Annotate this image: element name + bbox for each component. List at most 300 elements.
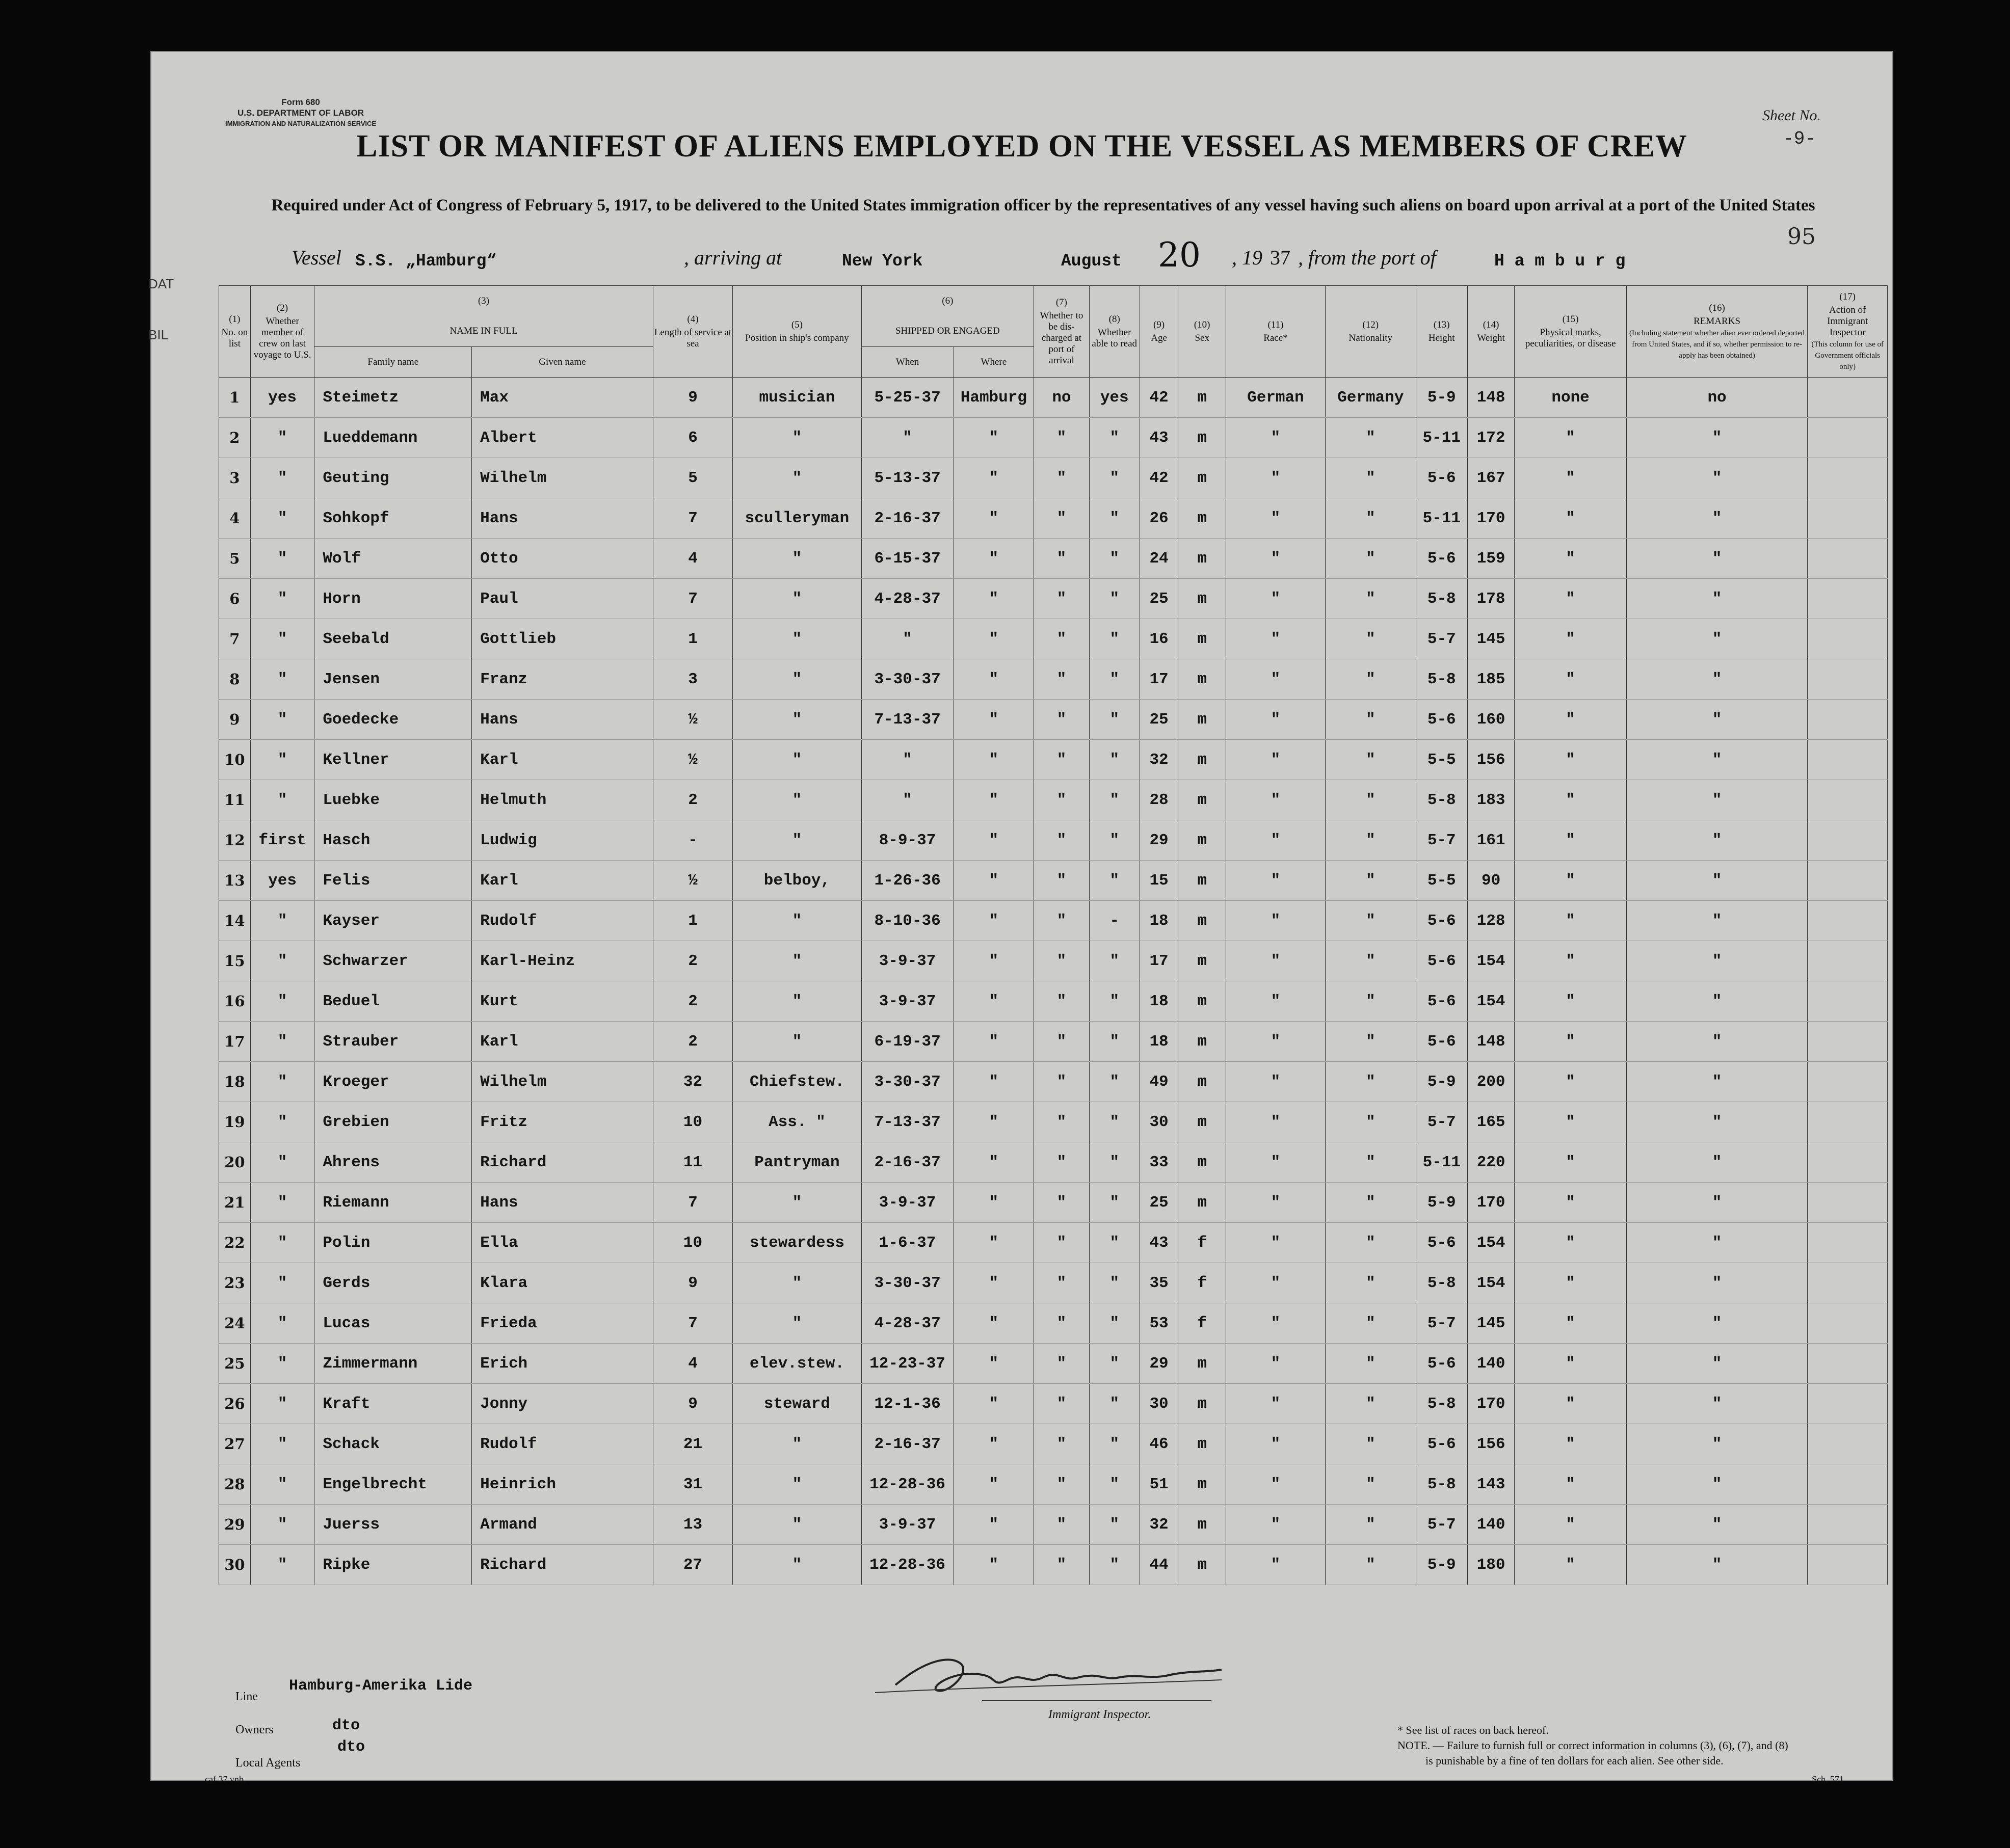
cell-inspector-action [1808,941,1888,981]
cell-shipped-when: " [861,740,954,780]
cell-row-no: 14 [219,901,251,941]
cell-shipped-where: " [954,1344,1034,1384]
cell-weight: 156 [1467,740,1515,780]
cell-able-to-read: " [1089,1384,1140,1424]
cell-age: 30 [1140,1102,1178,1142]
table-row [219,619,1888,659]
cell-race: " [1226,1545,1326,1585]
cell-able-to-read: " [1089,1424,1140,1464]
cell-able-to-read: " [1089,1183,1140,1223]
col-header-sex: (10) Sex [1178,286,1226,378]
cell-nationality: " [1325,780,1416,820]
cell-height: 5-8 [1416,579,1467,619]
cell-last-voyage: " [250,1022,314,1062]
cell-position: " [733,659,861,700]
cell-weight: 185 [1467,659,1515,700]
cell-family-name: Gerds [314,1263,472,1303]
cell-position: stewardess [733,1223,861,1263]
cell-position: " [733,941,861,981]
cell-sex: m [1178,740,1226,780]
cell-given-name: Ella [472,1223,653,1263]
cell-length-service: 7 [653,1183,733,1223]
cell-given-name: Rudolf [472,901,653,941]
cell-position: " [733,619,861,659]
inspector-signature [865,1649,1232,1700]
cell-length-service: 9 [653,378,733,418]
cell-height: 5-6 [1416,1344,1467,1384]
cell-length-service: 5 [653,458,733,498]
cell-physical-marks: " [1515,418,1626,458]
cell-height: 5-5 [1416,861,1467,901]
cell-height: 5-9 [1416,1183,1467,1223]
col-header-where: Where [954,347,1034,378]
cell-weight: 154 [1467,981,1515,1022]
cell-family-name: Horn [314,579,472,619]
cell-race: " [1226,780,1326,820]
cell-length-service: 7 [653,498,733,539]
cell-physical-marks: " [1515,1263,1626,1303]
table-row [219,780,1888,820]
cell-family-name: Kellner [314,740,472,780]
cell-nationality: " [1325,579,1416,619]
cell-sex: m [1178,1424,1226,1464]
cell-family-name: Riemann [314,1183,472,1223]
cell-sex: m [1178,1142,1226,1183]
cell-family-name: Engelbrecht [314,1464,472,1505]
cell-physical-marks: " [1515,458,1626,498]
form-code: caf 37 vnb. [205,1774,246,1784]
cell-shipped-when: 5-25-37 [861,378,954,418]
cell-given-name: Richard [472,1142,653,1183]
cell-last-voyage: " [250,659,314,700]
cell-shipped-when: " [861,780,954,820]
table-row [219,539,1888,579]
cell-given-name: Helmuth [472,780,653,820]
department-name: U.S. DEPARTMENT OF LABOR [237,108,364,118]
cell-race: " [1226,1344,1326,1384]
cell-given-name: Heinrich [472,1464,653,1505]
cell-row-no: 16 [219,981,251,1022]
cell-age: 42 [1140,378,1178,418]
cell-weight: 161 [1467,820,1515,861]
cell-sex: m [1178,458,1226,498]
cell-physical-marks: " [1515,1424,1626,1464]
cell-inspector-action [1808,1263,1888,1303]
cell-nationality: " [1325,1464,1416,1505]
cell-race: " [1226,981,1326,1022]
cell-discharged: " [1034,1424,1090,1464]
cell-row-no: 5 [219,539,251,579]
cell-length-service: 2 [653,941,733,981]
cell-nationality: " [1325,1263,1416,1303]
cell-family-name: Zimmermann [314,1344,472,1384]
cell-remarks: " [1626,1505,1808,1545]
cell-position: " [733,579,861,619]
cell-physical-marks: " [1515,1344,1626,1384]
cell-age: 18 [1140,1022,1178,1062]
cell-race: " [1226,1303,1326,1344]
cell-given-name: Franz [472,659,653,700]
col-header-physical-marks: (15) Physical marks, peculiarities, or disease [1515,286,1626,378]
cell-nationality: " [1325,1384,1416,1424]
table-row [219,1464,1888,1505]
cell-shipped-where: " [954,659,1034,700]
cell-weight: 128 [1467,901,1515,941]
cell-row-no: 1 [219,378,251,418]
col-header-position: (5) Position in ship's company [733,286,861,378]
cell-race: " [1226,1263,1326,1303]
cell-able-to-read: " [1089,539,1140,579]
cell-shipped-where: " [954,1022,1034,1062]
cell-last-voyage: " [250,1102,314,1142]
cell-height: 5-7 [1416,1102,1467,1142]
cell-able-to-read: " [1089,579,1140,619]
cell-race: " [1226,901,1326,941]
cell-weight: 148 [1467,378,1515,418]
table-row [219,861,1888,901]
arrival-year: 37 [1270,246,1290,269]
races-note: * See list of races on back hereof. [1397,1724,1549,1736]
cell-able-to-read: " [1089,619,1140,659]
cell-row-no: 20 [219,1142,251,1183]
cell-shipped-when: 6-19-37 [861,1022,954,1062]
col-header-shipped-num: (6) [861,286,1034,316]
cell-discharged: " [1034,1022,1090,1062]
cell-position: " [733,1424,861,1464]
cell-row-no: 8 [219,659,251,700]
cell-able-to-read: " [1089,659,1140,700]
cell-sex: m [1178,1545,1226,1585]
cell-position: " [733,1303,861,1344]
cell-remarks: " [1626,1464,1808,1505]
cell-remarks: " [1626,861,1808,901]
cell-height: 5-6 [1416,941,1467,981]
cell-last-voyage: " [250,1344,314,1384]
cell-able-to-read: " [1089,1022,1140,1062]
cell-row-no: 18 [219,1062,251,1102]
cell-position: " [733,1545,861,1585]
cell-physical-marks: " [1515,1464,1626,1505]
cell-race: " [1226,418,1326,458]
cell-age: 49 [1140,1062,1178,1102]
cell-discharged: " [1034,1263,1090,1303]
cell-family-name: Schwarzer [314,941,472,981]
cell-weight: 172 [1467,418,1515,458]
table-row [219,1545,1888,1585]
cell-nationality: " [1325,1505,1416,1545]
cell-given-name: Hans [472,1183,653,1223]
cell-length-service: 7 [653,1303,733,1344]
cell-height: 5-7 [1416,619,1467,659]
cell-remarks: " [1626,700,1808,740]
cell-height: 5-6 [1416,1223,1467,1263]
cell-family-name: Ahrens [314,1142,472,1183]
cell-height: 5-6 [1416,1424,1467,1464]
cell-remarks: " [1626,1022,1808,1062]
cell-row-no: 30 [219,1545,251,1585]
cell-sex: f [1178,1263,1226,1303]
table-row [219,1183,1888,1223]
table-row [219,1223,1888,1263]
cell-shipped-where: " [954,619,1034,659]
cell-nationality: " [1325,740,1416,780]
cell-shipped-when: 3-9-37 [861,1183,954,1223]
cell-last-voyage: " [250,498,314,539]
cell-able-to-read: " [1089,941,1140,981]
cell-given-name: Klara [472,1263,653,1303]
cell-age: 25 [1140,1183,1178,1223]
cell-age: 44 [1140,1545,1178,1585]
cell-last-voyage: " [250,458,314,498]
col-header-age: (9) Age [1140,286,1178,378]
cell-position: " [733,1263,861,1303]
cell-discharged: " [1034,1102,1090,1142]
cell-physical-marks: " [1515,901,1626,941]
cell-given-name: Kurt [472,981,653,1022]
cell-able-to-read: " [1089,1303,1140,1344]
col-header-weight: (14) Weight [1467,286,1515,378]
cell-inspector-action [1808,659,1888,700]
cell-family-name: Steimetz [314,378,472,418]
cell-length-service: 27 [653,1545,733,1585]
cell-inspector-action [1808,539,1888,579]
table-row [219,1424,1888,1464]
cell-length-service: 4 [653,1344,733,1384]
cell-weight: 160 [1467,700,1515,740]
cell-length-service: 10 [653,1223,733,1263]
cell-row-no: 15 [219,941,251,981]
cell-shipped-when: 4-28-37 [861,579,954,619]
cell-length-service: 3 [653,659,733,700]
cell-shipped-where: " [954,1102,1034,1142]
cell-sex: m [1178,418,1226,458]
local-agents-value: dto [337,1738,365,1756]
cell-remarks: " [1626,1223,1808,1263]
cell-length-service: 2 [653,780,733,820]
cell-physical-marks: " [1515,861,1626,901]
cell-nationality: " [1325,1062,1416,1102]
cell-row-no: 19 [219,1102,251,1142]
cell-race: " [1226,861,1326,901]
year-label: , 19 [1232,246,1262,269]
cell-inspector-action [1808,579,1888,619]
local-agents-label: Local Agents [235,1756,301,1770]
table-row [219,1263,1888,1303]
cell-age: 32 [1140,1505,1178,1545]
from-port-label: , from the port of [1298,246,1436,269]
cell-shipped-when: 8-9-37 [861,820,954,861]
cell-physical-marks: " [1515,1303,1626,1344]
cell-able-to-read: " [1089,700,1140,740]
cell-inspector-action [1808,1183,1888,1223]
cell-row-no: 12 [219,820,251,861]
cell-given-name: Richard [472,1545,653,1585]
cell-race: " [1226,659,1326,700]
cell-age: 18 [1140,981,1178,1022]
cell-position: Ass. " [733,1102,861,1142]
cell-able-to-read: " [1089,418,1140,458]
cell-row-no: 28 [219,1464,251,1505]
cell-sex: m [1178,1183,1226,1223]
cell-row-no: 3 [219,458,251,498]
cell-able-to-read: " [1089,1464,1140,1505]
cell-nationality: " [1325,1545,1416,1585]
cell-physical-marks: " [1515,1062,1626,1102]
cell-physical-marks: " [1515,1384,1626,1424]
cell-inspector-action [1808,1545,1888,1585]
cell-age: 17 [1140,659,1178,700]
cell-inspector-action [1808,1384,1888,1424]
cell-inspector-action [1808,1062,1888,1102]
cell-height: 5-7 [1416,1505,1467,1545]
cell-discharged: " [1034,498,1090,539]
arrival-month: August [1061,252,1122,271]
cell-position: Chiefstew. [733,1062,861,1102]
cell-shipped-where: " [954,579,1034,619]
cell-physical-marks: " [1515,1022,1626,1062]
cell-physical-marks: " [1515,1142,1626,1183]
cell-discharged: " [1034,458,1090,498]
cell-last-voyage: " [250,1384,314,1424]
cell-height: 5-8 [1416,1384,1467,1424]
cell-given-name: Karl [472,740,653,780]
cell-height: 5-6 [1416,981,1467,1022]
cell-sex: f [1178,1223,1226,1263]
cell-race: " [1226,1142,1326,1183]
cell-position: " [733,1464,861,1505]
cell-weight: 154 [1467,1223,1515,1263]
cell-position: elev.stew. [733,1344,861,1384]
cell-length-service: ½ [653,740,733,780]
sheet-number: -9- [1783,128,1816,149]
cell-discharged: no [1034,378,1090,418]
col-header-when: When [861,347,954,378]
cell-height: 5-11 [1416,1142,1467,1183]
inspector-signature-line [982,1700,1211,1701]
cell-physical-marks: " [1515,780,1626,820]
cell-nationality: " [1325,1303,1416,1344]
cell-row-no: 7 [219,619,251,659]
cell-family-name: Wolf [314,539,472,579]
table-row [219,378,1888,418]
cell-row-no: 9 [219,700,251,740]
cell-shipped-when: 2-16-37 [861,1424,954,1464]
cell-sex: m [1178,579,1226,619]
cell-remarks: " [1626,780,1808,820]
cell-nationality: " [1325,1223,1416,1263]
cell-shipped-where: " [954,1464,1034,1505]
cell-given-name: Gottlieb [472,619,653,659]
cell-nationality: " [1325,498,1416,539]
cell-shipped-when: 3-9-37 [861,941,954,981]
cell-nationality: " [1325,861,1416,901]
cell-given-name: Max [472,378,653,418]
table-row [219,1344,1888,1384]
table-row [219,901,1888,941]
cell-shipped-where: " [954,901,1034,941]
cell-sex: m [1178,619,1226,659]
cell-nationality: " [1325,941,1416,981]
cell-age: 18 [1140,901,1178,941]
cell-age: 28 [1140,780,1178,820]
cell-remarks: " [1626,1384,1808,1424]
cell-position: sculleryman [733,498,861,539]
cell-able-to-read: " [1089,1344,1140,1384]
cell-nationality: " [1325,659,1416,700]
cell-given-name: Armand [472,1505,653,1545]
arrival-port: New York [842,252,923,271]
cell-age: 29 [1140,820,1178,861]
col-header-inspector-action: (17) Action of Immigrant Inspector (This column for use of Government officials only) [1808,286,1888,378]
cell-position: " [733,981,861,1022]
cell-remarks: " [1626,981,1808,1022]
cell-weight: 145 [1467,1303,1515,1344]
cell-shipped-when: 1-6-37 [861,1223,954,1263]
cell-height: 5-9 [1416,378,1467,418]
cell-family-name: Jensen [314,659,472,700]
cell-height: 5-8 [1416,1263,1467,1303]
cell-inspector-action [1808,619,1888,659]
cell-race: " [1226,1183,1326,1223]
cell-shipped-when: 3-9-37 [861,981,954,1022]
cell-position: " [733,700,861,740]
cell-nationality: " [1325,1102,1416,1142]
cell-last-voyage: " [250,1223,314,1263]
cell-age: 42 [1140,458,1178,498]
cell-nationality: " [1325,418,1416,458]
cell-nationality: Germany [1325,378,1416,418]
cell-nationality: " [1325,981,1416,1022]
cell-shipped-when: 7-13-37 [861,700,954,740]
cell-shipped-when: " [861,418,954,458]
cell-discharged: " [1034,1505,1090,1545]
inspector-label: Immigrant Inspector. [1048,1708,1151,1721]
cell-height: 5-6 [1416,458,1467,498]
cell-remarks: " [1626,579,1808,619]
cell-race: " [1226,1384,1326,1424]
cell-weight: 159 [1467,539,1515,579]
cell-sex: m [1178,941,1226,981]
cell-race: " [1226,820,1326,861]
cell-remarks: " [1626,498,1808,539]
departure-port: H a m b u r g [1494,252,1626,271]
cell-discharged: " [1034,1303,1090,1344]
cell-length-service: 7 [653,579,733,619]
cell-shipped-where: " [954,861,1034,901]
col-header-able-read: (8) Whether able to read [1089,286,1140,378]
cell-given-name: Albert [472,418,653,458]
cell-sex: m [1178,1464,1226,1505]
cell-shipped-when: 12-23-37 [861,1344,954,1384]
cell-able-to-read: - [1089,901,1140,941]
cell-nationality: " [1325,700,1416,740]
cell-inspector-action [1808,1303,1888,1344]
cell-length-service: 11 [653,1142,733,1183]
cell-row-no: 13 [219,861,251,901]
cell-last-voyage: first [250,820,314,861]
cell-remarks: " [1626,1424,1808,1464]
cell-physical-marks: " [1515,981,1626,1022]
cell-shipped-when: 7-13-37 [861,1102,954,1142]
cell-inspector-action [1808,901,1888,941]
cell-family-name: Kroeger [314,1062,472,1102]
cell-inspector-action [1808,1142,1888,1183]
cell-length-service: 13 [653,1505,733,1545]
cell-sex: m [1178,1022,1226,1062]
cell-remarks: " [1626,901,1808,941]
col-header-name-full: NAME IN FULL [314,316,653,347]
table-row [219,1102,1888,1142]
